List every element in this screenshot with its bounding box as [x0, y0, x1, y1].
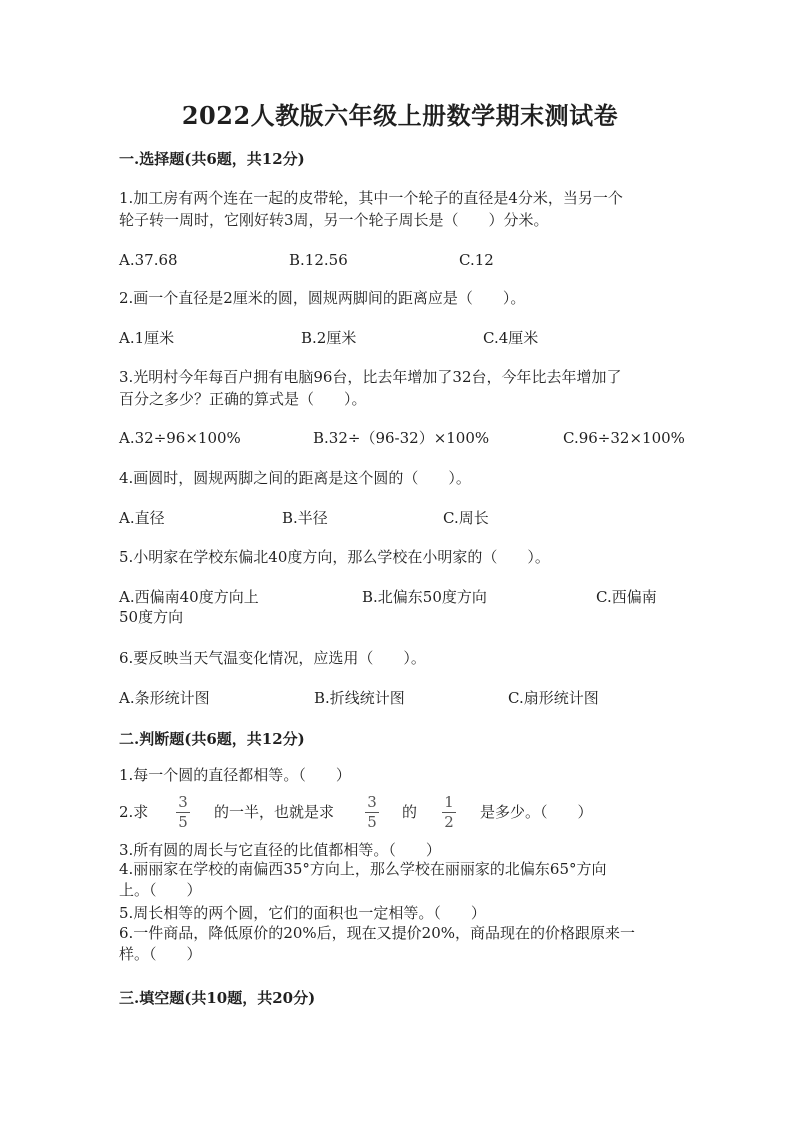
- question-1: [119, 187, 679, 231]
- option-a: A.条形统计图: [119, 689, 210, 707]
- tf-question-6: [119, 923, 679, 965]
- fraction-denominator: 5: [367, 813, 377, 831]
- tf-question-5: 5.周长相等的两个圆，它们的面积也一定相等。（ ）: [119, 904, 486, 922]
- tf-question-2-mid: 的一半，也就是求: [214, 803, 335, 821]
- question-4: [119, 467, 679, 489]
- tf-question-2-prefix: 2.求: [119, 803, 149, 821]
- option-b: B.北偏东50度方向: [362, 588, 487, 606]
- page-title: 2022人教版六年级上册数学期末测试卷: [181, 101, 619, 130]
- question-5: [119, 546, 679, 568]
- option-b: B.32÷（96-32）×100%: [313, 429, 490, 447]
- question-6: [119, 647, 679, 669]
- question-text-line: 1.加工房有两个连在一起的皮带轮，其中一个轮子的直径是4分米，当另一个: [119, 189, 623, 207]
- tf-question-2-suffix: 是多少。（ ）: [480, 803, 593, 821]
- section-heading-true-false: 二.判断题(共6题，共12分): [119, 730, 305, 748]
- tf-question-3: 3.所有圆的周长与它直径的比值都相等。（ ）: [119, 841, 441, 859]
- option-c: C.4厘米: [483, 329, 539, 347]
- question-text-line: 3.光明村今年每百户拥有电脑96台，比去年增加了32台，今年比去年增加了: [119, 368, 622, 386]
- fraction-three-fifths: [364, 794, 380, 831]
- tf-question-1: 1.每一个圆的直径都相等。（ ）: [119, 766, 351, 784]
- section-heading-fill-blank: 三.填空题(共10题，共20分): [119, 989, 316, 1007]
- option-c: C.周长: [443, 509, 489, 527]
- option-a: A.37.68: [119, 251, 178, 269]
- fraction-numerator: 3: [367, 793, 377, 811]
- option-a: A.32÷96×100%: [119, 429, 241, 447]
- fraction-numerator: 1: [444, 793, 454, 811]
- fraction-denominator: 5: [178, 813, 188, 831]
- question-text-line: 2.画一个直径是2厘米的圆，圆规两脚间的距离应是（ ）。: [119, 289, 526, 307]
- option-b: B.折线统计图: [314, 689, 405, 707]
- question-2: [119, 287, 679, 309]
- option-c: C.扇形统计图: [508, 689, 599, 707]
- section-heading-multiple-choice: 一.选择题(共6题，共12分): [119, 150, 305, 168]
- question-text-line: 6.一件商品，降低原价的20%后，现在又提价20%，商品现在的价格跟原来一: [119, 924, 635, 942]
- option-c: C.12: [459, 251, 494, 269]
- fraction-three-fifths: [175, 794, 191, 831]
- fraction-one-half: [441, 794, 457, 831]
- tf-question-4: [119, 859, 679, 901]
- option-a: A.西偏南40度方向上: [119, 588, 259, 606]
- tf-question-2-of: 的: [402, 803, 418, 821]
- question-text-line: 4.丽丽家在学校的南偏西35°方向上，那么学校在丽丽家的北偏东65°方向: [119, 860, 607, 878]
- question-text-line: 上。（ ）: [119, 881, 202, 899]
- option-c: C.96÷32×100%: [563, 429, 685, 447]
- option-b: B.半径: [282, 509, 328, 527]
- option-a: A.直径: [119, 509, 165, 527]
- option-b: B.12.56: [289, 251, 348, 269]
- option-b: B.2厘米: [301, 329, 357, 347]
- option-c-continued: 50度方向: [119, 608, 184, 626]
- option-c: C.西偏南: [596, 588, 657, 606]
- question-text-line: 百分之多少？正确的算式是（ ）。: [119, 390, 367, 408]
- fraction-numerator: 3: [178, 793, 188, 811]
- fraction-denominator: 2: [444, 813, 454, 831]
- question-text-line: 轮子转一周时，它刚好转3周，另一个轮子周长是（ ）分米。: [119, 211, 549, 229]
- question-text-line: 6.要反映当天气温变化情况，应选用（ ）。: [119, 649, 426, 667]
- question-3: [119, 366, 679, 410]
- option-a: A.1厘米: [119, 329, 175, 347]
- question-text-line: 4.画圆时，圆规两脚之间的距离是这个圆的（ ）。: [119, 469, 471, 487]
- question-text-line: 5.小明家在学校东偏北40度方向，那么学校在小明家的（ ）。: [119, 548, 550, 566]
- question-text-line: 样。（ ）: [119, 945, 202, 963]
